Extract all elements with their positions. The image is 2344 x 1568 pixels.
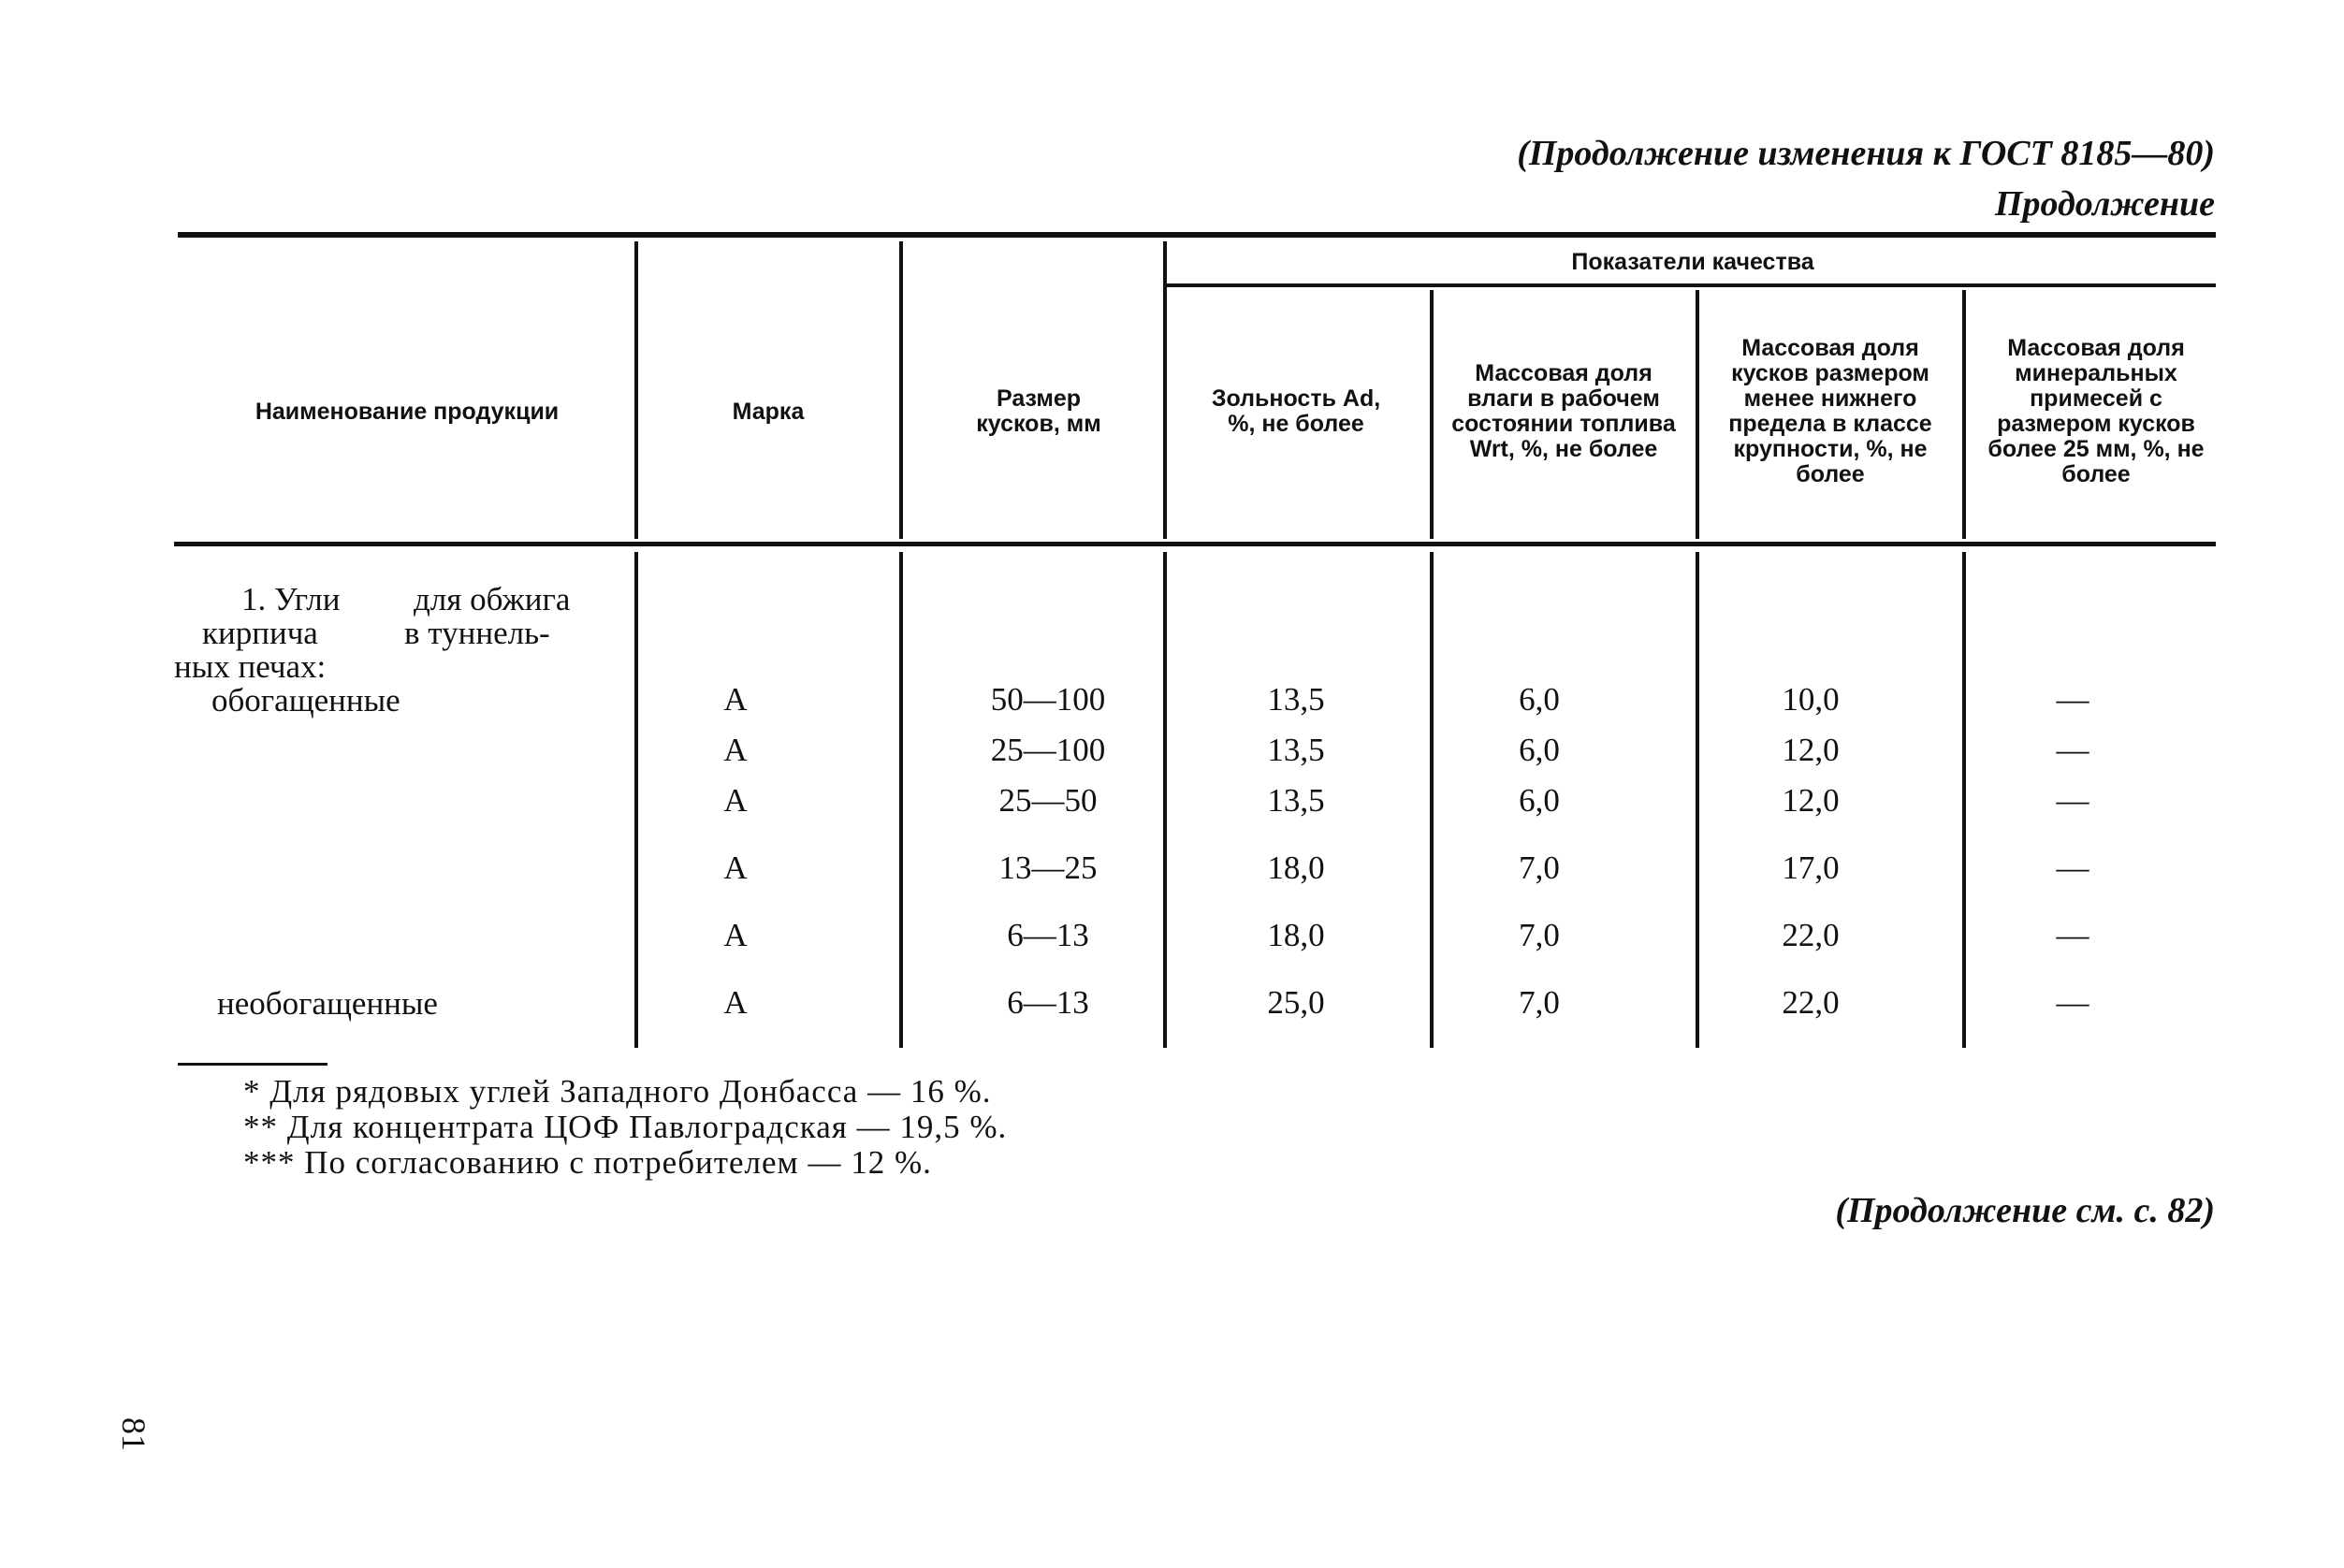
cell-fines: 10,0 [1782,681,1840,718]
group-title-line: ных печах: [174,648,327,685]
group-header-rule [1164,283,2216,287]
continuation-footer: (Продолжение см. с. 82) [1835,1191,2215,1230]
cell-ash: 13,5 [1267,782,1325,819]
col-header-name: Наименование продукции [255,398,560,425]
cell-fines: 12,0 [1782,732,1840,768]
cell-size: 6—13 [1007,984,1089,1021]
cell-impurities: — [2056,782,2089,819]
cell-fines: 17,0 [1782,849,1840,886]
col-divider [1962,290,1966,539]
cell-size: 6—13 [1007,917,1089,953]
cell-size: 50—100 [990,681,1106,718]
col-header-moisture: Массовая доля влаги в рабочем состоянии топлива Wrt, %, не более [1451,360,1676,462]
cell-ash: 13,5 [1267,681,1325,718]
cell-moisture: 6,0 [1519,681,1560,718]
col-divider [1430,552,1434,1048]
col-header-fines: Массовая доля кусков размером менее нижнего предела в классе крупности, %, не более [1728,335,1932,487]
cell-moisture: 7,0 [1519,917,1560,953]
col-divider [634,552,638,1048]
cell-mark: А [723,782,748,819]
table-top-rule [178,232,2216,238]
cell-mark: А [723,984,748,1021]
col-divider [1430,290,1434,539]
col-divider [899,552,903,1048]
group-title-line: 1. Угли [241,581,341,617]
group-title-line: в туннель- [404,615,550,651]
col-divider [899,241,903,539]
table-bottom-rule [178,1063,328,1066]
group-title-line: кирпича [202,615,318,651]
cell-impurities: — [2056,732,2089,768]
col-divider [1163,241,1167,539]
col-header-impurities: Массовая доля минеральных примесей с размером кусков более 25 мм, %, не более [1987,335,2205,487]
col-header-mark: Марка [732,398,805,425]
group-title-line: для обжига [414,581,571,617]
cell-moisture: 7,0 [1519,849,1560,886]
cell-impurities: — [2056,917,2089,953]
cell-ash: 13,5 [1267,732,1325,768]
cell-size: 13—25 [998,849,1098,886]
cell-impurities: — [2056,984,2089,1021]
row-name: обогащенные [211,682,400,719]
row-name: необогащенные [217,985,438,1022]
cell-moisture: 6,0 [1519,732,1560,768]
cell-impurities: — [2056,681,2089,718]
col-header-ash: Зольность Ad, %, не более [1211,385,1381,437]
cell-mark: А [723,681,748,718]
col-divider [1962,552,1966,1048]
cell-mark: А [723,917,748,953]
group-header-quality: Показатели качества [1571,248,1814,275]
cell-moisture: 6,0 [1519,782,1560,819]
cell-fines: 22,0 [1782,984,1840,1021]
cell-mark: А [723,732,748,768]
cell-size: 25—50 [998,782,1098,819]
col-divider [1696,552,1699,1048]
cell-impurities: — [2056,849,2089,886]
continuation-subtitle: Продолжение [1994,184,2215,224]
cell-size: 25—100 [990,732,1106,768]
header-bottom-rule [174,542,2216,546]
footnote: *** По согласованию с потребителем — 12 %. [243,1144,932,1181]
page-number: 81 [115,1417,153,1451]
col-divider [1696,290,1699,539]
footnote: ** Для концентрата ЦОФ Павлоградская — 19,5 %. [243,1109,1008,1145]
cell-fines: 12,0 [1782,782,1840,819]
cell-mark: А [723,849,748,886]
cell-moisture: 7,0 [1519,984,1560,1021]
cell-ash: 18,0 [1267,849,1325,886]
col-header-size: Размер кусков, мм [976,385,1101,437]
cell-ash: 18,0 [1267,917,1325,953]
cell-ash: 25,0 [1267,984,1325,1021]
col-divider [1163,552,1167,1048]
continuation-header: (Продолжение изменения к ГОСТ 8185—80) [1517,134,2215,173]
cell-fines: 22,0 [1782,917,1840,953]
footnote: * Для рядовых углей Западного Донбасса — 16 %. [243,1073,992,1110]
col-divider [634,241,638,539]
